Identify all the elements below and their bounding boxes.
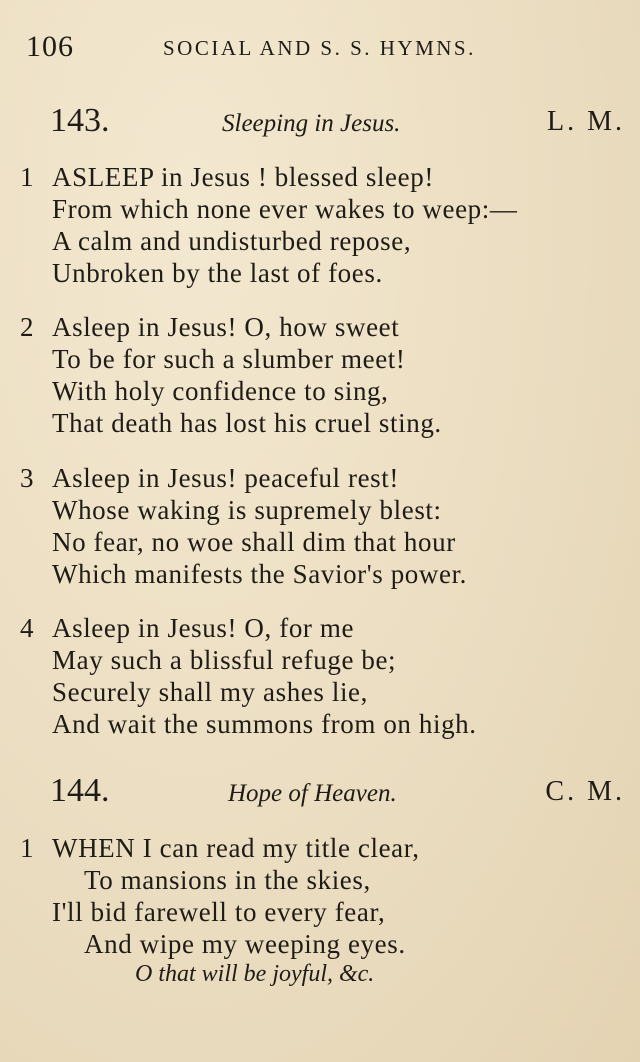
verse-line: Which manifests the Savior's power. xyxy=(52,559,468,589)
hymn-143-heading xyxy=(50,102,625,146)
page-number: 106 xyxy=(26,30,74,63)
verse-line: That death has lost his cruel sting. xyxy=(52,408,442,438)
hymn-meter: C. M. xyxy=(545,776,625,807)
hymn-title: Sleeping in Jesus. xyxy=(222,110,401,137)
running-title: SOCIAL AND S. S. HYMNS. xyxy=(163,36,476,60)
verse-line: To be for such a slumber meet! xyxy=(52,344,406,374)
verse-line: No fear, no woe shall dim that hour xyxy=(52,527,456,557)
hymn-144-heading xyxy=(50,772,625,816)
running-head xyxy=(26,30,496,70)
verse-line: Asleep in Jesus! peaceful rest! xyxy=(52,463,399,493)
verse-line: ASLEEP in Jesus ! blessed sleep! xyxy=(52,162,434,192)
hymn-title: Hope of Heaven. xyxy=(228,780,397,807)
verse-line: WHEN I can read my title clear, xyxy=(52,833,420,863)
verse-line: With holy confidence to sing, xyxy=(52,376,389,406)
refrain-line: O that will be joyful, &c. xyxy=(135,961,375,987)
verse-line: And wait the summons from on high. xyxy=(52,709,477,739)
verse-line: Asleep in Jesus! O, how sweet xyxy=(52,312,400,342)
verse-number: 2 xyxy=(20,312,34,342)
verse-line: Asleep in Jesus! O, for me xyxy=(52,613,355,643)
verse-line: May such a blissful refuge be; xyxy=(52,645,397,675)
verse-number: 4 xyxy=(20,613,34,643)
verse-line: To mansions in the skies, xyxy=(84,865,371,895)
verse-line: Whose waking is supremely blest: xyxy=(52,495,442,525)
verse-line: From which none ever wakes to weep:— xyxy=(52,194,518,224)
hymn-number: 143. xyxy=(50,102,110,139)
verse-number: 1 xyxy=(20,162,34,192)
verse-line: A calm and undisturbed repose, xyxy=(52,226,412,256)
verse-line: Securely shall my ashes lie, xyxy=(52,677,368,707)
hymn-number: 144. xyxy=(50,772,110,809)
verse-line: Unbroken by the last of foes. xyxy=(52,258,383,288)
verse-line: And wipe my weeping eyes. xyxy=(84,929,406,959)
verse-number: 3 xyxy=(20,463,34,493)
verse-number: 1 xyxy=(20,833,34,863)
hymn-meter: L. M. xyxy=(547,106,625,137)
verse-line: I'll bid farewell to every fear, xyxy=(52,897,386,927)
